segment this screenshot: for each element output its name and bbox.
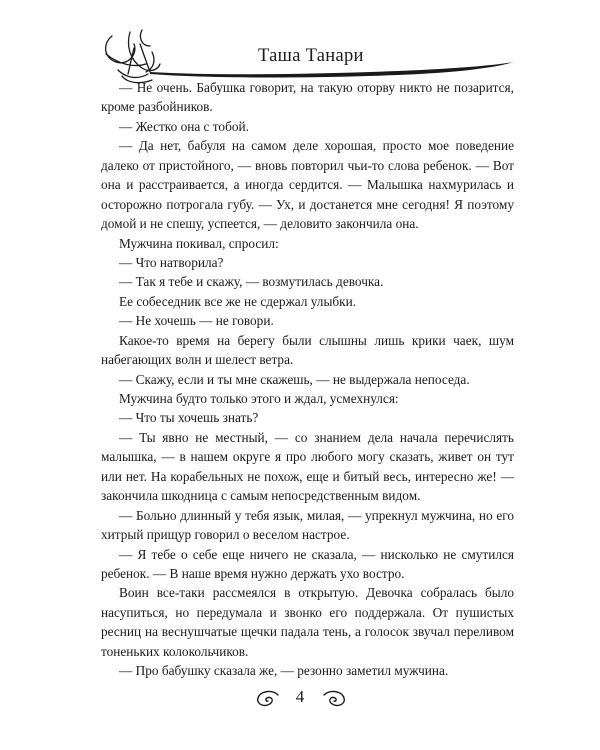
paragraph: — Что ты хочешь знать? [119,410,259,426]
paragraph: — Жестко она с тобой. [119,118,249,134]
page-number: 4 [295,687,305,706]
body-text [101,78,514,681]
page-footer [0,685,600,715]
paragraph: — Про бабушку сказала же, — резонно заметил мужчина. [119,663,449,679]
paragraph: — Что натворила? [119,254,224,270]
paragraph: — Я тебе о себе еще ничего не сказала, — нисколько не смутился ребенок. — В наше время нужно держать ухо востро. [101,546,514,581]
paragraph: Мужчина будто только этого и ждал, усмехнулся: [119,391,399,406]
swirl-right-icon [322,689,348,709]
paragraph: Ее собеседник все же не сдержал улыбки. [119,293,357,309]
paragraph: — Скажу, если и ты мне скажешь, — не выдержала непоседа. [119,371,470,387]
running-head-author: Таша Танари [258,46,364,66]
paragraph: — Не хочешь — не говори. [119,313,274,329]
paragraph: — Не очень. Бабушка говорит, на такую оторву никто не позарится, кроме разбойников. [101,80,514,115]
paragraph: — Да нет, бабуля на самом деле хорошая, просто мое поведение далеко от пристойного, — вновь повторил чьи-то слова ребенок. — Вот она и расстраивается, а иногда сердится. — Малышка нахмурилась и осторожно потрогала губу. — Ух, и достанется мне сегодня! Я поэтому домой и не спешу, успеется, — деловито закончила она. [101,138,514,232]
paragraph: Воин все-таки рассмеялся в открытую. Девочка собралась было насупиться, но передумала и звонко его поддержала. От пушистых ресниц на веснушчатые щечки падала тень, а голосок звучал переливом тоненьких колокольчиков. [101,585,514,659]
paragraph: Какое-то время на берегу были слышны лишь крики чаек, шум набегающих волн и шелест ветра. [101,332,514,368]
swirl-left-icon [254,689,280,709]
paragraph: — Так я тебе и скажу, — возмутилась девочка. [119,274,384,290]
paragraph: — Ты явно не местный, — со знанием дела начала перечислять малышка, — в нашем округе я про любого могу сказать, живет он тут или нет. На корабельных не похож, еще и битый весь, интересно же! — закончила шкодница с самым непосредственным видом. [101,429,514,504]
paragraph: — Больно длинный у тебя язык, милая, — упрекнул мужчина, но его хитрый прищур говорил о веселом настрое. [101,507,514,543]
paragraph: Мужчина покивал, спросил: [119,235,279,251]
